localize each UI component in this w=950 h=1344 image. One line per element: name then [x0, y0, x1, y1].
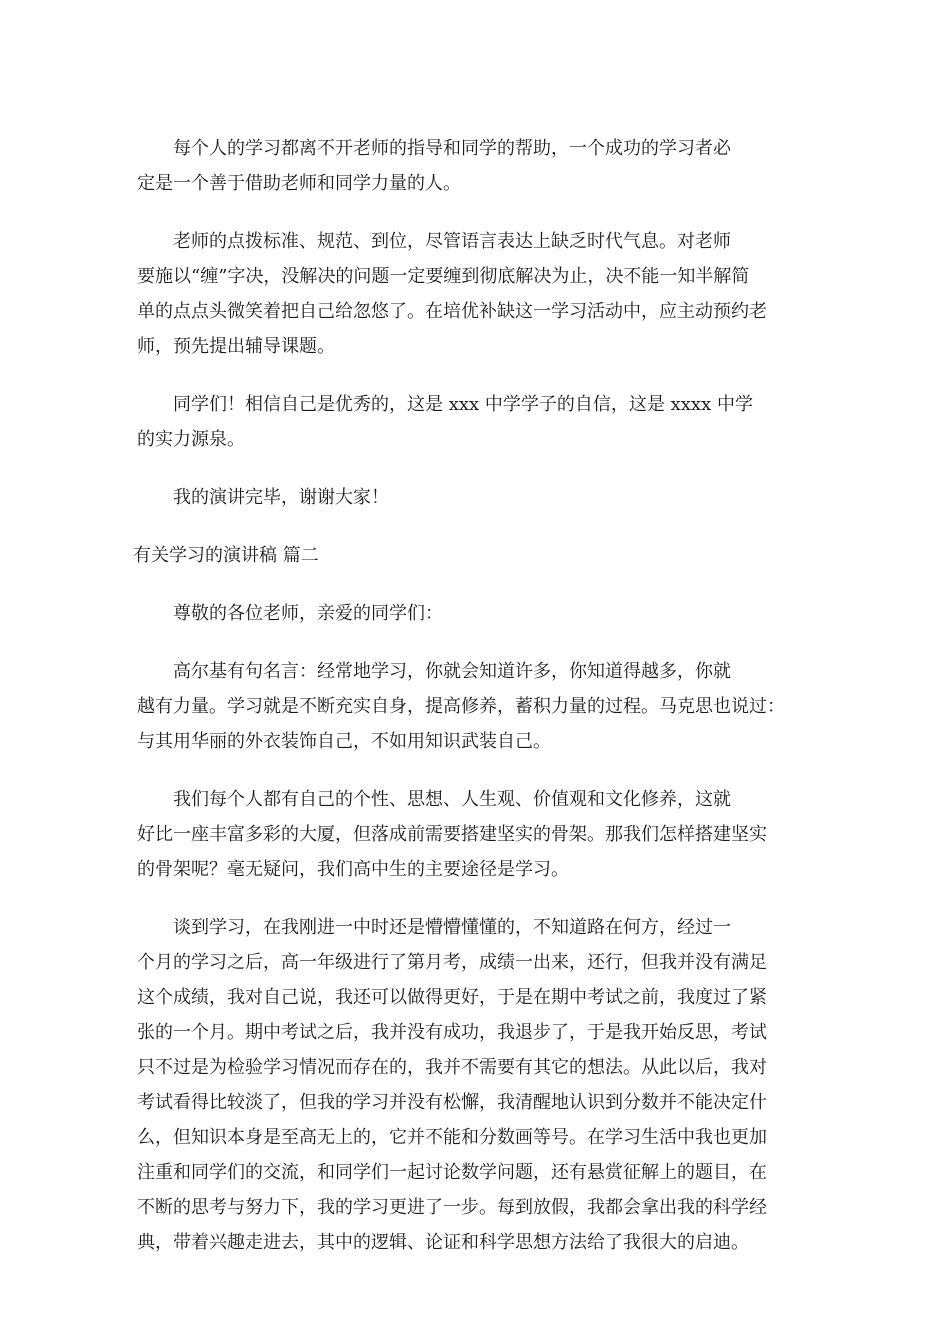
paragraph-4 [137, 480, 817, 515]
text-line: 的实力源泉。 [137, 429, 245, 450]
text-line: 老师的点拨标准、规范、到位，尽管语言表达上缺乏时代气息。对老师 [173, 231, 731, 252]
text-line: 师，预先提出辅导课题。 [137, 336, 335, 357]
text-line: 的骨架呢？毫无疑问，我们高中生的主要途径是学习。 [137, 859, 569, 880]
text-line: 高尔基有句名言：经常地学习，你就会知道许多，你知道得越多，你就 [173, 661, 731, 682]
text-line: 张的一个月。期中考试之后，我并没有成功，我退步了，于是我开始反思，考试 [137, 1022, 767, 1043]
text-line: 尊敬的各位老师，亲爱的同学们： [173, 603, 443, 624]
section-heading: 有关学习的演讲稿 篇二 [133, 545, 319, 566]
text-line: 每个人的学习都离不开老师的指导和同学的帮助，一个成功的学习者必 [173, 138, 731, 159]
paragraph-2 [137, 224, 817, 364]
text-line: 不断的思考与努力下，我的学习更进了一步。每到放假，我都会拿出我的科学经 [137, 1197, 767, 1218]
text-line: 要施以“缠”字决，没解决的问题一定要缠到彻底解决为止，决不能一知半解简 [137, 266, 750, 287]
text-line: 与其用华丽的外衣装饰自己，不如用知识武装自己。 [137, 731, 551, 752]
text-line: 只不过是为检验学习情况而存在的，我并不需要有其它的想法。从此以后，我对 [137, 1057, 767, 1078]
text-line: 这个成绩，我对自己说，我还可以做得更好，于是在期中考试之前，我度过了紧 [137, 987, 767, 1008]
text-line: 典，带着兴趣走进去，其中的逻辑、论证和科学思想方法给了我很大的启迪。 [137, 1232, 749, 1253]
text-line: 单的点点头微笑着把自己给忽悠了。在培优补缺这一学习活动中，应主动预约老 [137, 301, 767, 322]
text-line: 谈到学习，在我刚进一中时还是懵懵懂懂的，不知道路在何方，经过一 [173, 917, 731, 938]
text-line: 个月的学习之后，高一年级进行了第月考，成绩一出来，还行，但我并没有满足 [137, 952, 767, 973]
text-line: 注重和同学们的交流，和同学们一起讨论数学问题，还有悬赏征解上的题目，在 [137, 1162, 767, 1183]
text-line: 越有力量。学习就是不断充实自身，提高修养，蓄积力量的过程。马克思也说过： [137, 696, 785, 717]
text-line: 我们每个人都有自己的个性、思想、人生观、价值观和文化修养，这就 [173, 789, 731, 810]
paragraph-6 [137, 782, 817, 887]
paragraph-5 [137, 654, 817, 759]
text-line: 我的演讲完毕，谢谢大家！ [173, 487, 389, 508]
text-line: 同学们！相信自己是优秀的，这是 xxx 中学学子的自信，这是 xxxx 中学 [173, 394, 753, 415]
paragraph-7 [137, 910, 817, 1260]
salutation [137, 596, 817, 631]
paragraph-1 [137, 131, 817, 201]
text-line: 考试看得比较淡了，但我的学习并没有松懈，我清醒地认识到分数并不能决定什 [137, 1092, 767, 1113]
text-line: 好比一座丰富多彩的大厦，但落成前需要搭建坚实的骨架。那我们怎样搭建坚实 [137, 824, 767, 845]
document-body [133, 131, 817, 1283]
text-line: 么，但知识本身是至高无上的，它并不能和分数画等号。在学习生活中我也更加 [137, 1127, 767, 1148]
paragraph-3 [137, 387, 817, 457]
text-line: 定是一个善于借助老师和同学力量的人。 [137, 173, 461, 194]
